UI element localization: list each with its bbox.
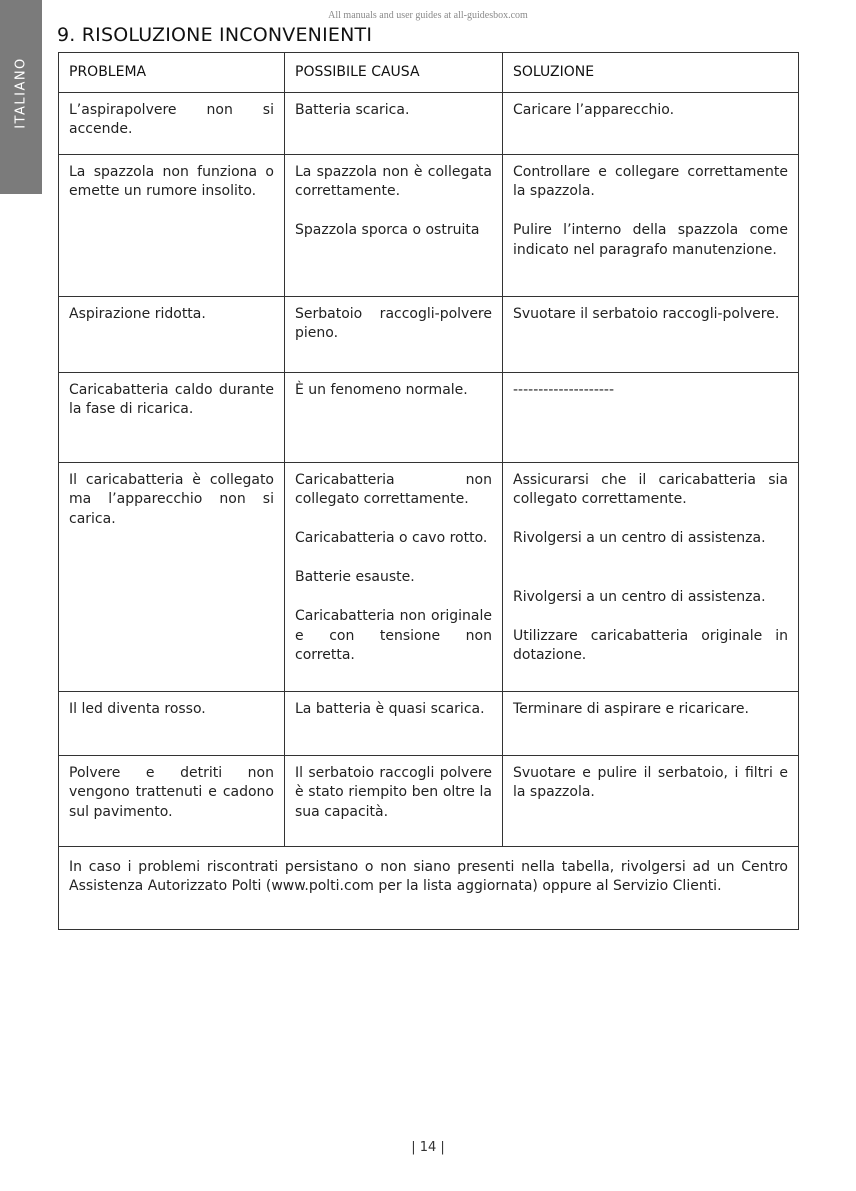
problem-cell (59, 296, 285, 372)
note-cell (59, 846, 799, 929)
cause-text: Spazzola sporca o ostruita (295, 222, 480, 238)
solution-cell (503, 755, 799, 846)
cause-text: Serbatoio raccogli-polvere pieno. (295, 305, 492, 341)
problem-text: Il led diventa rosso. (69, 700, 206, 717)
solution-cell (503, 154, 799, 296)
solution-text: Svuotare e pulire il serbatoio, i filtri e la spazzola. (513, 764, 788, 800)
solution-text: Rivolgersi a un centro di assistenza. (513, 530, 766, 546)
cause-text: La spazzola non è collegata correttamente. (295, 163, 492, 199)
cause-cell (285, 372, 503, 462)
solution-cell (503, 296, 799, 372)
problem-cell (59, 92, 285, 154)
cause-cell (285, 691, 503, 755)
cause-text: Caricabatteria o cavo rotto. (295, 530, 488, 546)
cause-cell (285, 154, 503, 296)
table-row (59, 755, 799, 846)
problem-text: Il caricabatteria è collegato ma l’apparecchio non si carica. (69, 471, 274, 527)
header-solution: SOLUZIONE (503, 53, 799, 93)
problem-text: Polvere e detriti non vengono trattenuti e cadono sul pavimento. (69, 764, 274, 820)
troubleshooting-table (58, 52, 799, 930)
problem-text: Aspirazione ridotta. (69, 305, 206, 322)
table-row (59, 296, 799, 372)
problem-cell (59, 755, 285, 846)
table-note-row (59, 846, 799, 929)
solution-text: Rivolgersi a un centro di assistenza. (513, 588, 766, 605)
language-tab-label: ITALIANO (13, 57, 29, 129)
solution-cell (503, 462, 799, 691)
cause-cell (285, 462, 503, 691)
cause-text: Batterie esauste. (295, 569, 415, 585)
solution-text: -------------------- (513, 381, 615, 398)
watermark: All manuals and user guides at all-guidesbox.com (328, 10, 528, 21)
table-row (59, 691, 799, 755)
cause-text: Caricabatteria non collegato correttamente. (295, 471, 492, 507)
problem-cell (59, 691, 285, 755)
solution-text: Pulire l’interno della spazzola come indicato nel paragrafo manutenzione. (513, 222, 788, 258)
table-row (59, 154, 799, 296)
problem-cell (59, 462, 285, 691)
section-title: 9. RISOLUZIONE INCONVENIENTI (57, 24, 373, 46)
solution-cell (503, 691, 799, 755)
solution-text: Svuotare il serbatoio raccogli-polvere. (513, 305, 780, 322)
cause-text: Il serbatoio raccogli polvere è stato riempito ben oltre la sua capacità. (295, 764, 492, 820)
cause-text: Caricabatteria non originale e con tensione non corretta. (295, 608, 492, 663)
table-row (59, 92, 799, 154)
solution-cell (503, 372, 799, 462)
table-header-row (59, 53, 799, 93)
solution-text: Terminare di aspirare e ricaricare. (513, 700, 749, 717)
table-row (59, 462, 799, 691)
solution-text: Controllare e collegare correttamente la spazzola. (513, 163, 788, 199)
problem-text: La spazzola non funziona o emette un rumore insolito. (69, 163, 274, 199)
cause-cell (285, 755, 503, 846)
problem-text: L’aspirapolvere non si accende. (69, 101, 274, 137)
note-text: In caso i problemi riscontrati persistano o non siano presenti nella tabella, rivolgersi ad un Centro Assistenza Autorizzato Polti (www.polti.com per la lista aggiornata) oppure al Servizio Clienti. (69, 858, 788, 894)
header-problem: PROBLEMA (59, 53, 285, 93)
problem-text: Caricabatteria caldo durante la fase di ricarica. (69, 381, 274, 417)
problem-cell (59, 372, 285, 462)
cause-text: È un fenomeno normale. (295, 381, 468, 398)
solution-cell (503, 92, 799, 154)
solution-text: Assicurarsi che il caricabatteria sia collegato correttamente. (513, 471, 788, 507)
cause-text: Batteria scarica. (295, 101, 410, 118)
problem-cell (59, 154, 285, 296)
cause-cell (285, 92, 503, 154)
page-number: | 14 | (411, 1140, 445, 1155)
cause-text: La batteria è quasi scarica. (295, 700, 485, 717)
table-row (59, 372, 799, 462)
solution-text: Caricare l’apparecchio. (513, 101, 675, 118)
cause-cell (285, 296, 503, 372)
solution-text: Utilizzare caricabatteria originale in dotazione. (513, 627, 788, 663)
language-tab (0, 0, 42, 194)
header-cause: POSSIBILE CAUSA (285, 53, 503, 93)
